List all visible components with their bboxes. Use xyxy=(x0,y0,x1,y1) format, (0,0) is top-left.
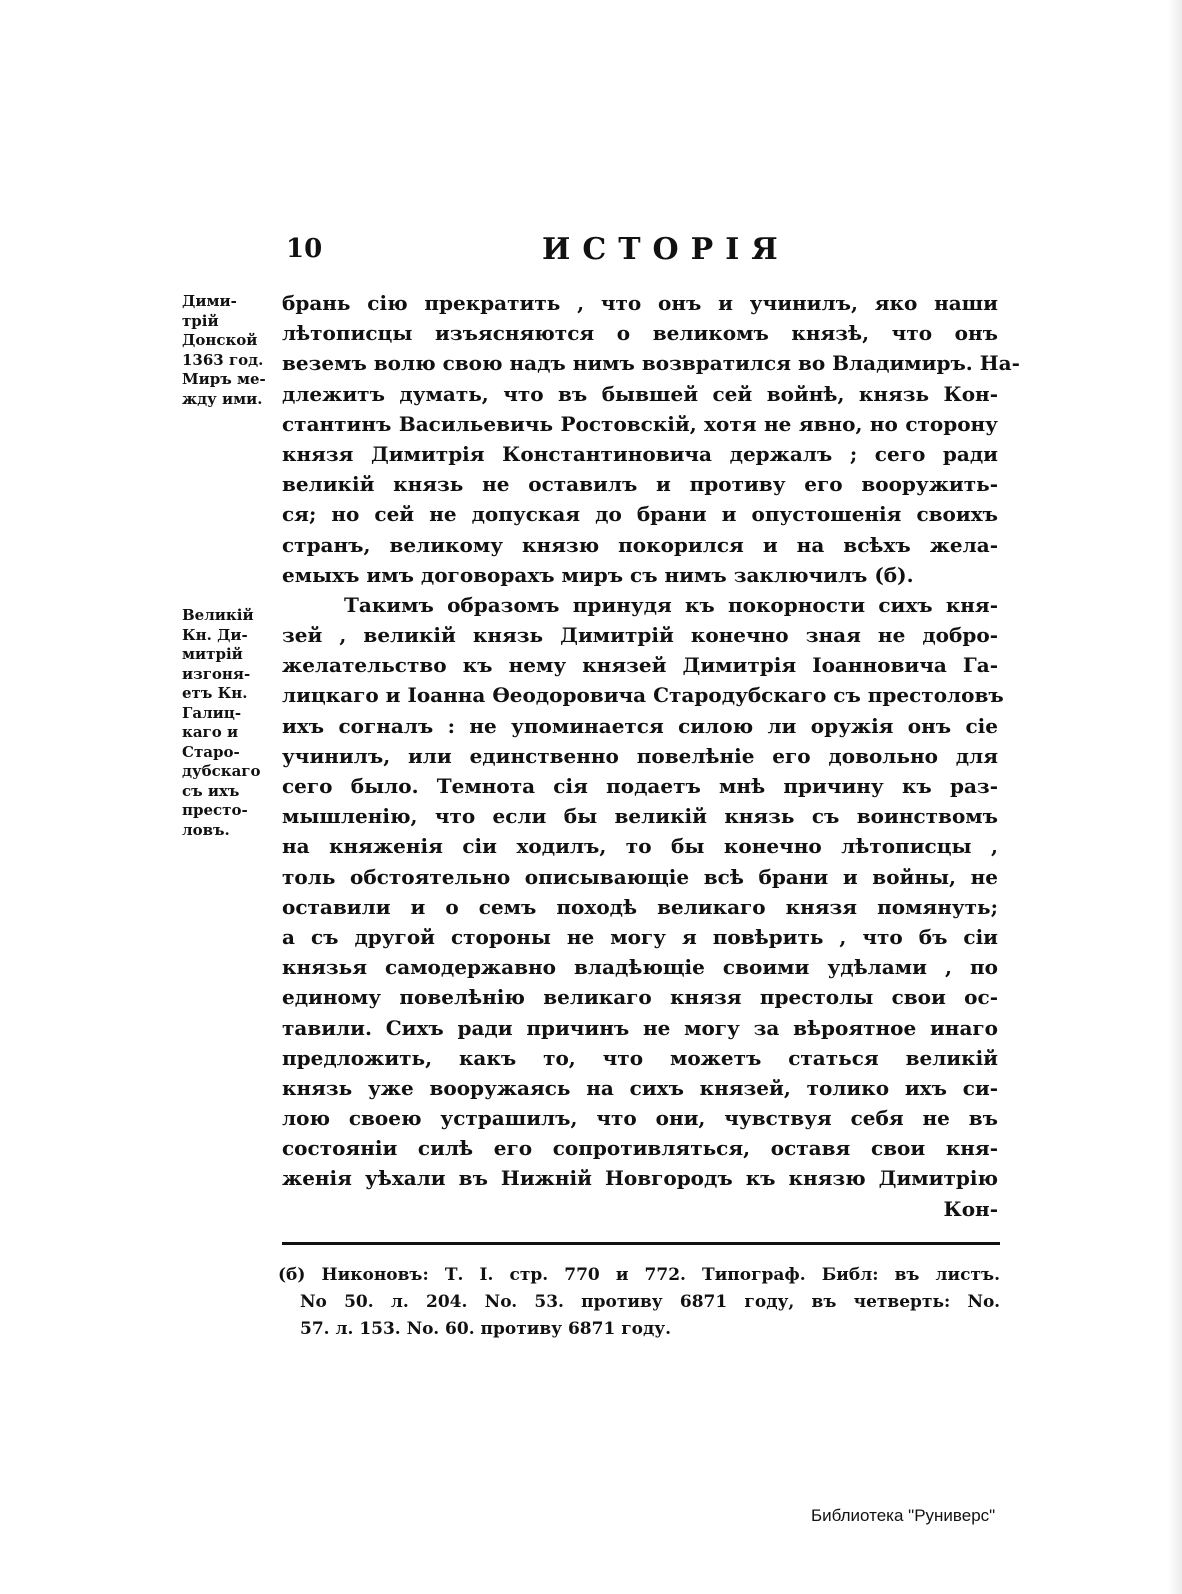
margin-note-line: ловъ. xyxy=(182,820,230,839)
text-line: веземъ волю свою надъ нимъ возвратился во Владимиръ. На- xyxy=(282,351,1020,376)
margin-note-line: Дими- xyxy=(182,292,237,310)
text-line: емыхъ имъ договорахъ миръ съ нимъ заключилъ (б). xyxy=(282,562,914,587)
margin-note-line: трій xyxy=(182,311,219,330)
margin-note-line: Миръ ме- xyxy=(182,370,266,388)
text-line: брань сію прекратить , что онъ и учинилъ, яко наши xyxy=(282,291,998,315)
margin-note-line: митрій xyxy=(182,645,243,663)
text-line: желательство къ нему князей Димитрія Іоанновича Га- xyxy=(282,653,998,678)
main-text xyxy=(282,288,1020,1224)
text-line: зей , великій князь Димитрій конечно зная не добро- xyxy=(282,623,998,648)
text-line: лою своею устрашилъ, что они, чувствуя себя не въ xyxy=(282,1106,998,1131)
margin-note-line: Старо- xyxy=(182,742,240,761)
margin-note-line: Галиц- xyxy=(182,703,242,722)
text-line: состояніи силѣ его сопротивляться, оставя свои кня- xyxy=(282,1136,998,1161)
margin-note-line: Кн. Ди- xyxy=(182,625,248,644)
margin-note-1 xyxy=(182,292,278,409)
footnote-line: No 50. л. 204. No. 53. противу 6871 году, въ четверть: No. xyxy=(300,1292,1000,1312)
margin-note-line: изгоня- xyxy=(182,664,251,683)
text-line: ихъ согналъ : не упоминается силою ли оружія онъ сіе xyxy=(282,713,998,738)
text-line: длежитъ думать, что въ бывшей сей войнѣ, князь Кон- xyxy=(282,381,998,406)
margin-note-line: дубскаго xyxy=(182,762,261,780)
text-line: князя Димитрія Константиновича держалъ ; сего ради xyxy=(282,441,998,466)
margin-note-line: жду ими. xyxy=(182,389,263,408)
text-line: стантинъ Васильевичь Ростовскій, хотя не явно, но сторону xyxy=(282,411,998,436)
text-line: князь уже вооружаясь на сихъ князей, толико ихъ си- xyxy=(282,1075,998,1100)
text-line: Такимъ образомъ принудя къ покорности сихъ кня- xyxy=(344,592,998,617)
text-line: странъ, великому князю покорился и на всѣхъ жела- xyxy=(282,532,998,557)
text-line: а съ другой стороны не могу я повѣрить , что бъ сіи xyxy=(282,924,998,949)
margin-note-line: етъ Кн. xyxy=(182,684,248,702)
text-line: единому повелѣнію великаго князя престолы свои ос- xyxy=(282,985,998,1010)
text-line: великій князь не оставилъ и противу его вооружить- xyxy=(282,472,998,497)
margin-note-line: Донской xyxy=(182,331,258,349)
page-header xyxy=(280,232,1000,272)
margin-note-line: съ ихъ xyxy=(182,781,240,800)
margin-note-line: 1363 год. xyxy=(182,350,264,369)
margin-note-line: каго и xyxy=(182,723,239,741)
text-line: на княженія сіи ходилъ, то бы конечно лѣтописцы , xyxy=(282,834,998,859)
text-line: толь обстоятельно описывающіе всѣ брани и войны, не xyxy=(282,864,998,889)
text-line: ся; но сей не допуская до брани и опустошенія своихъ xyxy=(282,502,998,527)
text-line: лицкаго и Іоанна Ѳеодоровича Стародубскаго съ престоловъ xyxy=(282,683,1004,708)
footnote-line: 57. л. 153. No. 60. противу 6871 году. xyxy=(300,1319,672,1339)
footnote-rule xyxy=(282,1242,1000,1245)
margin-note-2 xyxy=(182,606,278,840)
text-line: князья самодержавно владѣющіе своими удѣлами , по xyxy=(282,955,998,980)
text-line: предложить, какъ то, что можетъ статься великій xyxy=(282,1045,998,1070)
page-number: 10 xyxy=(286,234,323,264)
text-line: оставили и о семъ походѣ великаго князя помянуть; xyxy=(282,894,998,919)
footnote xyxy=(278,1262,1000,1343)
text-line: сего было. Темнота сія подаетъ мнѣ причину къ раз- xyxy=(282,774,998,798)
text-line: лѣтописцы изъясняются о великомъ князѣ, что онъ xyxy=(282,321,998,346)
text-line: тавили. Сихъ ради причинъ не могу за вѣроятное инаго xyxy=(282,1015,998,1040)
footnote-line: (б) Никоновъ: Т. I. стр. 770 и 772. Типограф. Библ: въ листъ. xyxy=(278,1265,1000,1285)
margin-note-line: престо- xyxy=(182,801,248,819)
text-line: учинилъ, или единственно повелѣніе его довольно для xyxy=(282,743,998,768)
running-title: ИСТОРІЯ xyxy=(542,232,790,267)
margin-note-line: Великій xyxy=(182,606,254,624)
text-line: женія уѣхали въ Нижній Новгородъ къ князю Димитрію xyxy=(282,1166,998,1191)
text-line: мышленію, что если бы великій князь съ воинствомъ xyxy=(282,804,998,829)
library-watermark: Библиотека "Руниверс" xyxy=(811,1506,996,1525)
page-edge-shadow xyxy=(1168,0,1182,1594)
catchword: Кон- xyxy=(943,1196,998,1221)
